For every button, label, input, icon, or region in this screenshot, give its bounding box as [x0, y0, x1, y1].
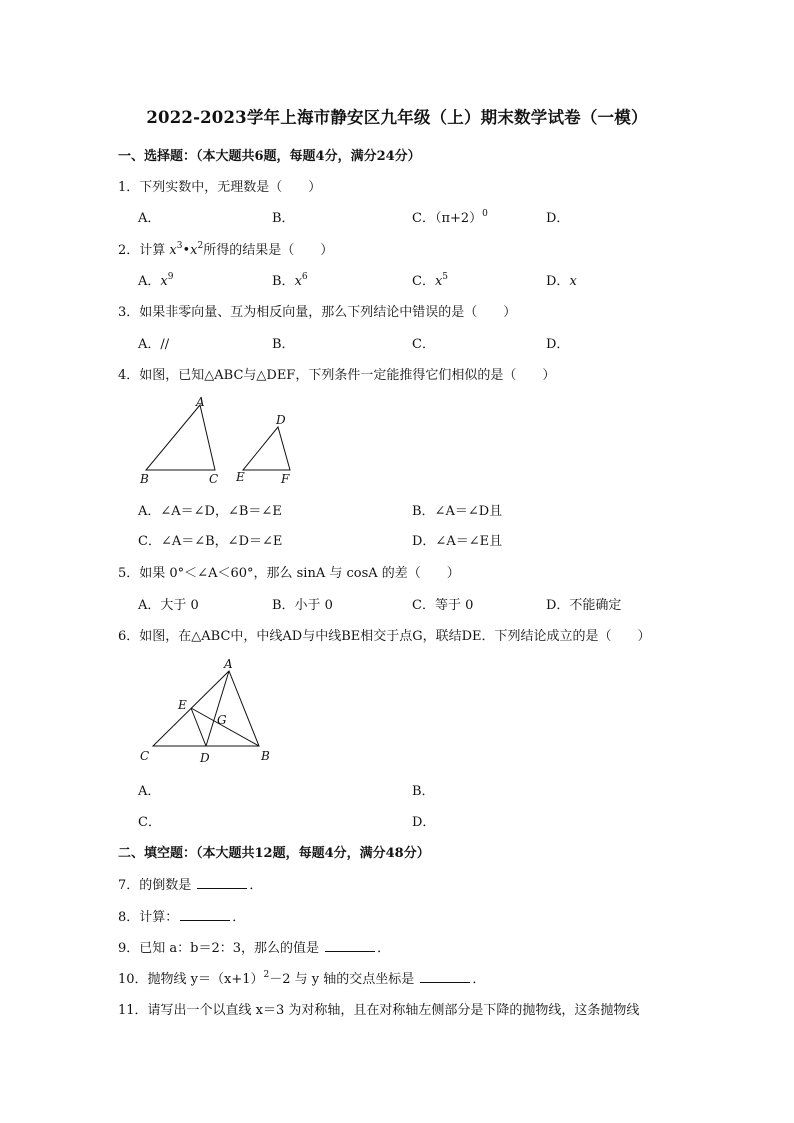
- q5-option-a: A．大于 0: [138, 598, 199, 613]
- answer-blank[interactable]: [180, 909, 230, 921]
- answer-blank[interactable]: [325, 940, 375, 952]
- question-4: 4．如图，已知△ABC与△DEF，下列条件一定能推得它们相似的是（ ）: [118, 368, 556, 383]
- triangle-abc: [146, 405, 215, 470]
- label-e: E: [236, 470, 245, 484]
- question-7: 7．的倒数是 ．: [118, 878, 263, 893]
- label-e: E: [178, 698, 187, 712]
- q2-option-b: B．$x^6$: [272, 272, 308, 289]
- q3-option-a: A．//: [138, 337, 170, 352]
- q3-option-d: D．: [546, 337, 570, 352]
- segment-de: [191, 708, 206, 746]
- q4-option-a: A．∠A＝∠D，∠B＝∠E: [138, 504, 282, 519]
- q1-option-b: B．: [272, 211, 295, 226]
- label-c: C: [140, 749, 150, 763]
- label-a: A: [224, 657, 233, 671]
- q6-figure-triangle-medians: [130, 652, 280, 770]
- q6-option-a: A．: [138, 784, 161, 799]
- label-d: D: [200, 751, 210, 765]
- q6-option-c: C．: [138, 815, 161, 830]
- answer-blank[interactable]: [420, 971, 470, 983]
- label-b: B: [140, 472, 149, 486]
- triangle-def: [243, 427, 290, 470]
- q6-option-d: D．: [412, 815, 436, 830]
- section-heading-choice: 一、选择题：（本大题共6题，每题4分，满分24分）: [118, 149, 421, 164]
- question-10: 10．抛物线 $y=(x+1)^2-2$ 与 y 轴的交点坐标是 ．: [118, 970, 486, 987]
- q4-option-b: B．∠A＝∠D且: [412, 504, 503, 519]
- q5-option-b: B．小于 0: [272, 598, 333, 613]
- q3-option-c: C．: [412, 337, 435, 352]
- q4-option-d: D．∠A＝∠E且: [412, 534, 503, 549]
- page-title: 2022-2023学年上海市静安区九年级（上）期末数学试卷（一模）: [146, 108, 648, 127]
- q2-option-c: C．$x^5$: [412, 272, 449, 289]
- section-heading-fill-in: 二、填空题：（本大题共12题，每题4分，满分48分）: [118, 846, 430, 861]
- question-1: 1．下列实数中，无理数是（ ）: [118, 180, 322, 195]
- q2-option-a: A．$x^9$: [138, 272, 174, 289]
- q1-option-a: A．: [138, 211, 161, 226]
- q5-option-c: C．等于 0: [412, 598, 474, 613]
- question-3: 3．如果非零向量、互为相反向量，那么下列结论中错误的是（ ）: [118, 305, 517, 320]
- q5-option-d: D．不能确定: [546, 598, 622, 613]
- q2-option-d: D．x: [546, 274, 577, 289]
- q1-option-d: D．: [546, 211, 570, 226]
- q3-option-b: B．: [272, 337, 295, 352]
- question-2: 2．计算 $x^3•x^2$所得的结果是（ ）: [118, 241, 334, 258]
- q6-option-b: B．: [412, 784, 435, 799]
- answer-blank[interactable]: [197, 877, 247, 889]
- label-b: B: [261, 749, 270, 763]
- triangle-abc: [153, 671, 259, 746]
- label-g: G: [217, 713, 227, 727]
- question-6: 6．如图，在△ABC中，中线AD与中线BE相交于点G，联结DE．下列结论成立的是（ ）: [118, 629, 651, 644]
- question-8: 8．计算： ．: [118, 910, 246, 925]
- question-9: 9．已知 a：b＝2：3，那么的值是 ．: [118, 941, 391, 956]
- q4-figure-triangles: [130, 390, 310, 490]
- label-d: D: [276, 413, 286, 427]
- q1-option-c: C．$(\pi+2)^0$: [412, 209, 488, 226]
- label-c: C: [209, 472, 219, 486]
- label-f: F: [281, 472, 290, 486]
- q4-option-c: C．∠A＝∠B，∠D＝∠E: [138, 534, 283, 549]
- question-5: 5．如果 0°＜∠A＜60°，那么 sinA 与 cosA 的差（ ）: [118, 566, 460, 581]
- question-11: 11．请写出一个以直线 x＝3 为对称轴，且在对称轴左侧部分是下降的抛物线，这条抛物线: [118, 1003, 640, 1018]
- label-a: A: [196, 395, 205, 409]
